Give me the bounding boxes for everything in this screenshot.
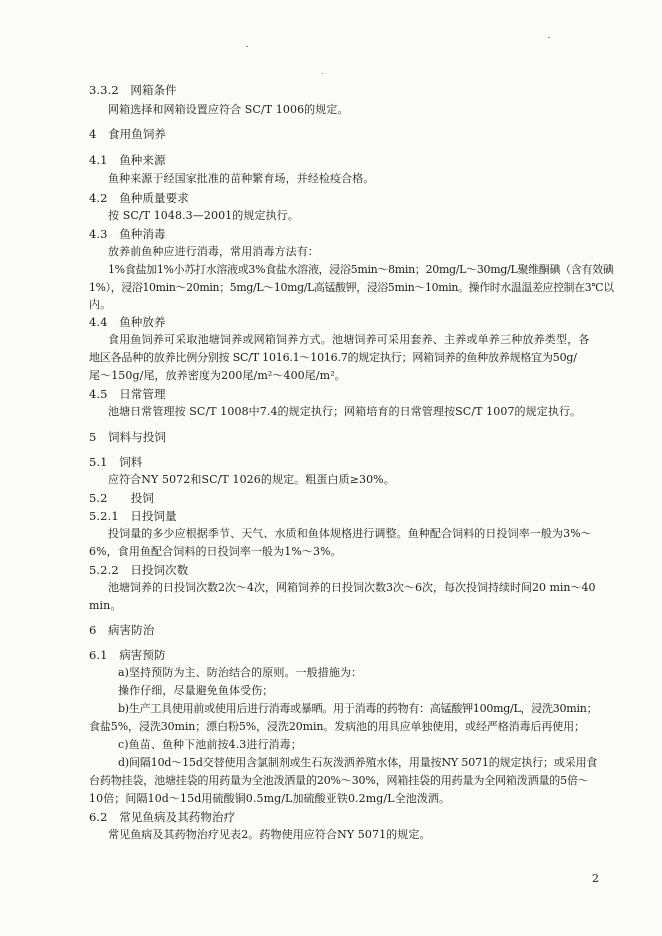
heading-5-1: 5.1 饲料 <box>89 455 143 469</box>
paragraph: 池塘日常管理按 SC/T 1008中7.4的规定执行；网箱培育的日常管理按SC/T 1007的规定执行。 <box>108 405 582 418</box>
scan-speck <box>548 37 550 38</box>
paragraph: 按 SC/T 1048.3—2001的规定执行。 <box>108 209 299 222</box>
list-item: a)坚持预防为主、防治结合的原则。一般措施为： <box>118 666 363 679</box>
heading-4-3: 4.3 鱼种消毒 <box>89 227 166 241</box>
scan-speck <box>246 46 248 47</box>
scan-speck <box>322 73 323 74</box>
heading-5: 5 饲料与投饲 <box>89 430 167 444</box>
paragraph: 放养前鱼种应进行消毒，常用消毒方法有： <box>108 245 319 258</box>
heading-6-1: 6.1 病害预防 <box>89 648 166 662</box>
heading-6: 6 病害防治 <box>89 623 155 637</box>
paragraph: 投饲量的多少应根据季节、天气、水质和鱼体规格进行调整。鱼种配合饲料的日投饲率一般为3%～ <box>108 527 592 540</box>
paragraph: 池塘饲养的日投饲次数2次～4次，网箱饲养的日投饲次数3次～6次，每次投饲持续时间20 min～40 <box>108 581 596 594</box>
list-item: b)生产工具使用前或使用后进行消毒或暴晒。用于消毒的药物有：高锰酸钾100mg/L，浸洗30min； <box>118 702 598 715</box>
list-item: d)间隔10d～15d交替使用含氯制剂或生石灰泼洒养殖水体，用量按NY 5071的规定执行；或采用食 <box>118 756 598 769</box>
paragraph: 1%），浸浴10min～20min；5mg/L～10mg/L高锰酸钾，浸浴5min～10min。操作时水温温差应控制在3℃以 <box>89 281 614 294</box>
paragraph: 常见鱼病及其药物治疗见表2。药物使用应符合NY 5071的规定。 <box>108 828 431 841</box>
heading-3-3-2: 3.3.2 网箱条件 <box>89 83 177 97</box>
paragraph: 内。 <box>89 298 112 311</box>
list-item-text: 操作仔细，尽量避免鱼体受伤； <box>118 684 274 697</box>
paragraph: 应符合NY 5072和SC/T 1026的规定。粗蛋白质≥30%。 <box>108 473 395 486</box>
paragraph: 地区各品种的放养比例分别按 SC/T 1016.1～1016.7的规定执行；网箱饲养的鱼种放养规格宜为50g/ <box>89 351 577 364</box>
heading-6-2: 6.2 常见鱼病及其药物治疗 <box>89 810 236 824</box>
paragraph: 1%食盐加1%小苏打水溶液或3%食盐水溶液，浸浴5min～8min；20mg/L～30mg/L聚维酮碘（含有效碘 <box>108 263 614 276</box>
heading-4-4: 4.4 鱼种放养 <box>89 315 166 329</box>
list-item-text: 台药物挂袋，池塘挂袋的用药量为全池泼洒量的20%～30%，网箱挂袋的用药量为全网箱泼洒量的5倍～ <box>89 774 589 787</box>
paragraph: 尾～150g/尾，放养密度为200尾/m²～400尾/m²。 <box>89 369 346 382</box>
heading-5-2: 5.2 投饲 <box>89 491 154 505</box>
paragraph: 网箱选择和网箱设置应符合 SC/T 1006的规定。 <box>108 103 349 116</box>
list-item: c)鱼苗、鱼种下池前按4.3进行消毒； <box>118 738 302 751</box>
page-number: 2 <box>592 872 599 885</box>
heading-4-5: 4.5 日常管理 <box>89 387 166 401</box>
paragraph: 鱼种来源于经国家批准的苗种繁育场，并经检疫合格。 <box>108 172 375 185</box>
heading-4-2: 4.2 鱼种质量要求 <box>89 191 189 205</box>
heading-4-1: 4.1 鱼种来源 <box>89 153 166 167</box>
heading-5-2-1: 5.2.1 日投饲量 <box>89 509 177 523</box>
list-item-text: 食盐5%，浸洗30min；漂白粉5%，浸洗20min。发病池的用具应单独使用，或经严格消毒后再使用； <box>89 720 585 733</box>
paragraph: 6%，食用鱼配合饲料的日投饲率一般为1%～3%。 <box>89 545 342 558</box>
list-item-text: 10倍；间隔10d～15d用硫酸铜0.5mg/L加硫酸亚铁0.2mg/L全池泼洒。 <box>89 792 451 805</box>
heading-5-2-2: 5.2.2 日投饲次数 <box>89 563 189 577</box>
paragraph: min。 <box>89 599 122 612</box>
paragraph: 食用鱼饲养可采取池塘饲养或网箱饲养方式。池塘饲养可采用套养、主养或单养三种放养类型，各 <box>108 333 590 346</box>
heading-4: 4 食用鱼饲养 <box>89 127 167 141</box>
